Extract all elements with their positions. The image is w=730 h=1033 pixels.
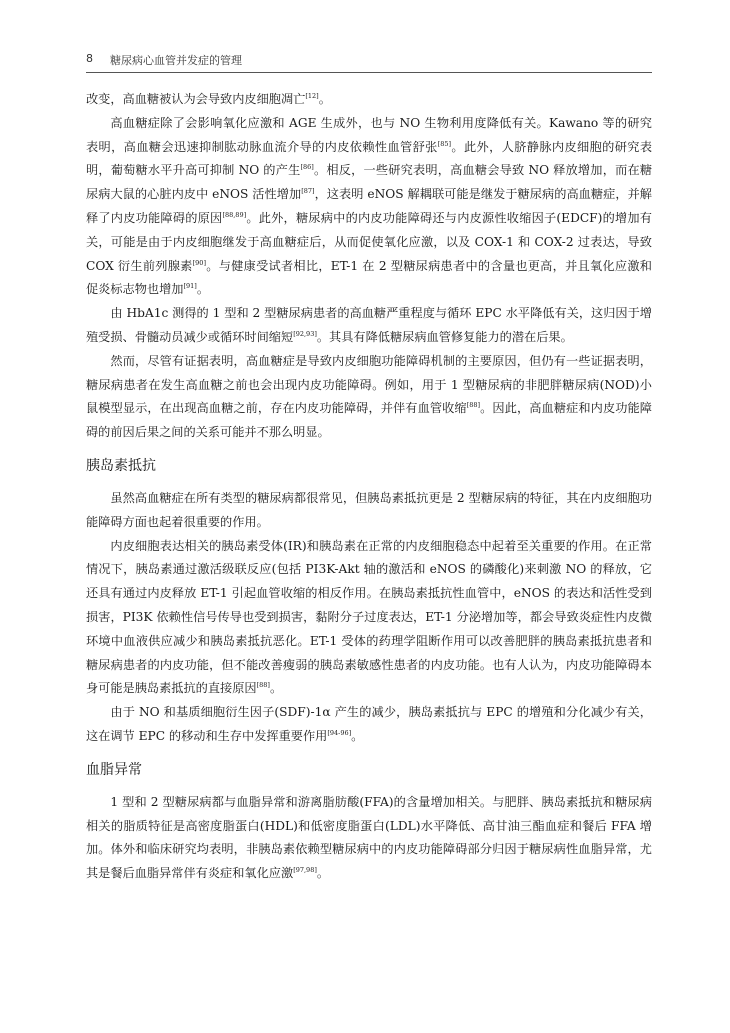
citation-ref: [94-96] bbox=[327, 728, 352, 737]
text-run: 高血糖症除了会影响氧化应激和 AGE 生成外，也与 NO 生物利用度降低有关。Kawano 等的研究表明，高血糖会迅速抑制肱动脉血流介导的内皮依赖性血管舒张 bbox=[86, 115, 652, 154]
text-run: 改变，高血糖被认为会导致内皮细胞凋亡 bbox=[86, 92, 306, 106]
citation-ref: [87] bbox=[301, 187, 315, 196]
citation-ref: [92,93] bbox=[293, 329, 317, 338]
body-text bbox=[86, 88, 652, 886]
citation-ref: [88,89] bbox=[222, 210, 247, 219]
page-number: 8 bbox=[86, 52, 93, 65]
paragraph bbox=[86, 302, 652, 350]
paragraph bbox=[86, 791, 652, 886]
section-heading: 胰岛素抵抗 bbox=[86, 457, 156, 474]
text-run: 1 型和 2 型糖尿病都与血脂异常和游离脂肪酸(FFA)的含量增加相关。与肥胖、胰岛素抵抗和糖尿病相关的脂质特征是高密度脂蛋白(HDL)和低密度脂蛋白(LDL)水平降低、高甘油三酯血症和餐后 FFA 增加。体外和临床研究均表明，非胰岛素依赖型糖尿病中的内皮功能障碍部分归因于糖尿病性血脂异常，尤其是餐后血脂异常伴有炎症和氧化应激 bbox=[86, 794, 652, 881]
text-run: 。 bbox=[269, 681, 283, 696]
paragraph bbox=[86, 112, 652, 302]
section-heading: 血脂异常 bbox=[86, 761, 142, 778]
paragraph bbox=[86, 535, 652, 702]
citation-ref: [85] bbox=[437, 139, 452, 148]
citation-ref: [12] bbox=[305, 92, 319, 100]
citation-ref: [90] bbox=[192, 258, 206, 267]
text-run: 。 bbox=[196, 282, 210, 297]
text-run: ，这表明 eNOS 解耦联可能是继发于糖尿病的高血糖症，并解释了内皮功能障碍的原因 bbox=[86, 187, 652, 225]
citation-ref: [88] bbox=[466, 401, 481, 410]
text-run: 然而，尽管有证据表明，高血糖症是导致内皮细胞功能障碍机制的主要原因，但仍有一些证据表明，糖尿病患者在发生高血糖之前也会出现内皮功能障碍。例如，用于 1 型糖尿病的非肥胖糖尿病(NOD)小鼠模型显示，在出现高血糖之前，存在内皮功能障碍，并伴有血管收缩 bbox=[86, 353, 652, 416]
paragraph bbox=[86, 88, 652, 112]
text-run: 。其具有降低糖尿病血管修复能力的潜在后果。 bbox=[316, 329, 573, 344]
header-rule bbox=[86, 72, 652, 73]
text-run: 。 bbox=[351, 728, 364, 743]
text-run: 由于 NO 和基质细胞衍生因子(SDF)-1α 产生的减少，胰岛素抵抗与 EPC 的增殖和分化减少有关，这在调节 EPC 的移动和生存中发挥重要作用 bbox=[86, 705, 652, 743]
text-run: 虽然高血糖症在所有类型的糖尿病都很常见，但胰岛素抵抗更是 2 型糖尿病的特征，其在内皮细胞功能障碍方面也起着很重要的作用。 bbox=[86, 490, 652, 529]
text-run: 。因此，高血糖症和内皮功能障碍的前因后果之间的关系可能并不那么明显。 bbox=[86, 401, 652, 440]
text-run: 内皮细胞表达相关的胰岛素受体(IR)和胰岛素在正常的内皮细胞稳态中起着至关重要的作用。在正常情况下，胰岛素通过激活级联反应(包括 PI3K-Akt 轴的激活和 eNOS 的磷酸化)来刺激 NO 的释放，它还具有通过内皮释放 ET-1 引起血管收缩的相反作用。在胰岛素抵抗性血管中，eNOS 的表达和活性受到损害，PI3K 依赖性信号传导也受到损害，黏附分子过度表达，ET-1 分泌增加等，都会导致炎症性内皮微环境中血液供应减少和胰岛素抵抗恶化。ET-1 受体的药理学阻断作用可以改善肥胖的胰岛素抵抗患者和糖尿病患者的内皮功能，但不能改善瘦弱的胰岛素敏感性患者的内皮功能。也有人认为，内皮功能障碍本身可能是胰岛素抵抗的直接原因 bbox=[86, 538, 652, 696]
text-run: 由 HbA1c 测得的 1 型和 2 型糖尿病患者的高血糖严重程度与循环 EPC 水平降低有关，这归因于增殖受损、骨髓动员减少或循环时间缩短 bbox=[86, 306, 652, 344]
running-header-title: 糖尿病心血管并发症的管理 bbox=[110, 54, 242, 67]
citation-ref: [91] bbox=[183, 282, 197, 291]
text-run: 。与健康受试者相比，ET-1 在 2 型糖尿病患者中的含量也更高，并且氧化应激和促炎标志物也增加 bbox=[86, 258, 652, 297]
text-run: 。 bbox=[318, 92, 331, 106]
citation-ref: [86] bbox=[300, 163, 314, 172]
text-run: 。此外，人脐静脉内皮细胞的研究表明，葡萄糖水平升高可抑制 NO 的产生 bbox=[86, 139, 653, 178]
paragraph bbox=[86, 701, 652, 749]
text-run: 。 bbox=[316, 866, 330, 881]
text-run: 。相反，一些研究表明，高血糖会导致 NO 释放增加，而在糖尿病大鼠的心脏内皮中 eNOS 活性增加 bbox=[86, 163, 653, 202]
paragraph bbox=[86, 350, 652, 445]
paragraph bbox=[86, 487, 652, 535]
running-header bbox=[86, 52, 652, 72]
citation-ref: [97,98] bbox=[293, 866, 317, 875]
text-run: 。此外，糖尿病中的内皮功能障碍还与内皮源性收缩因子(EDCF)的增加有关，可能是由于内皮细胞继发于高血糖症后，从而促使氧化应激，以及 COX-1 和 COX-2 过表达，导致 COX 衍生前列腺素 bbox=[86, 210, 652, 273]
citation-ref: [88] bbox=[256, 681, 270, 690]
